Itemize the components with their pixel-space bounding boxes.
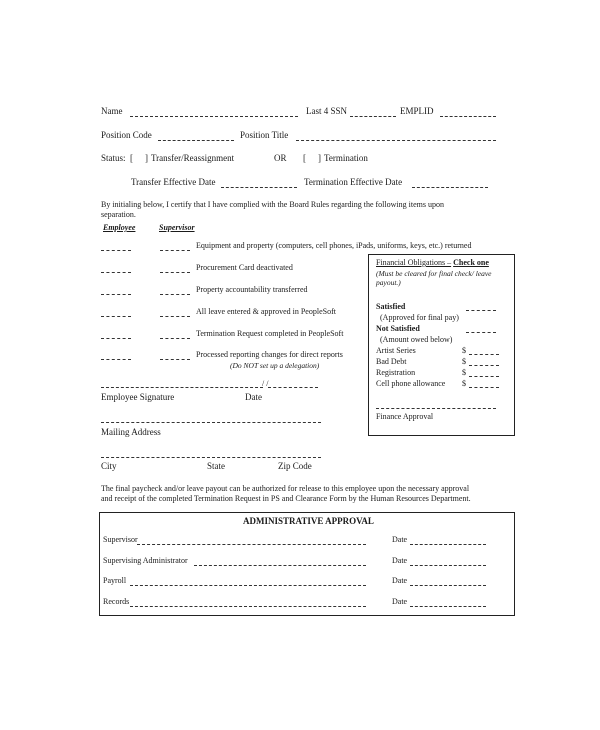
transfer-date-label: Transfer Effective Date [131, 177, 216, 187]
checklist-supervisor-initial-6[interactable] [160, 359, 190, 360]
city-state-zip-field[interactable] [101, 457, 321, 458]
checklist-supervisor-initial-1[interactable] [160, 250, 190, 251]
ssn-label: Last 4 SSN [306, 106, 348, 116]
checklist-item-4: All leave entered & approved in PeopleSoft [196, 307, 336, 316]
name-field[interactable] [130, 116, 298, 117]
termination-date-label: Termination Effective Date [304, 177, 403, 187]
admin-supervising-admin-date-field[interactable] [410, 565, 486, 566]
admin-row-supervising-admin-date-label: Date [392, 556, 408, 565]
financial-subtitle-line1: (Must be cleared for final check/ leave [376, 269, 492, 278]
admin-row-records-date-label: Date [392, 597, 408, 606]
admin-supervisor-signature-field[interactable] [137, 544, 366, 545]
checklist-employee-initial-2[interactable] [101, 272, 131, 273]
amount-owed-note: (Amount owed below) [380, 335, 453, 344]
payout-note-line2: and receipt of the completed Termination Request in PS and Clearance Form by the Human Resources Department. [101, 494, 471, 503]
position-title-field[interactable] [296, 140, 496, 141]
bad-debt-amount-field[interactable] [469, 365, 499, 366]
employee-signature-label: Employee Signature [101, 392, 175, 402]
admin-payroll-date-field[interactable] [410, 585, 486, 586]
name-label: Name [101, 106, 123, 116]
col-header-employee: Employee [103, 223, 136, 232]
checklist-supervisor-initial-3[interactable] [160, 294, 190, 295]
admin-supervisor-date-field[interactable] [410, 544, 486, 545]
emplid-label: EMPLID [400, 106, 434, 116]
artist-series-label: Artist Series [376, 346, 416, 355]
certify-text-line1: By initialing below, I certify that I have complied with the Board Rules regarding the following items upon [101, 200, 444, 209]
checklist-employee-initial-5[interactable] [101, 338, 131, 339]
cell-phone-currency: $ [462, 379, 466, 388]
financial-subtitle-line2: payout.) [376, 278, 401, 287]
registration-amount-field[interactable] [469, 376, 499, 377]
employee-signature-field[interactable] [101, 387, 263, 388]
admin-payroll-signature-field[interactable] [130, 585, 366, 586]
mailing-address-field[interactable] [101, 422, 321, 423]
emplid-field[interactable] [440, 116, 496, 117]
col-header-supervisor: Supervisor [159, 223, 195, 232]
ssn-field[interactable] [350, 116, 396, 117]
registration-label: Registration [376, 368, 416, 377]
satisfied-note: (Approved for final pay) [380, 313, 459, 322]
status-label: Status: [101, 153, 126, 163]
checklist-employee-initial-3[interactable] [101, 294, 131, 295]
admin-row-supervisor-label: Supervisor [103, 535, 138, 544]
checklist-employee-initial-6[interactable] [101, 359, 131, 360]
financial-title [376, 258, 489, 268]
termination-checkbox-close[interactable]: ] [318, 153, 321, 163]
position-title-label: Position Title [240, 130, 289, 140]
checklist-item-1: Equipment and property (computers, cell phones, iPads, uniforms, keys, etc.) returned [196, 241, 472, 250]
artist-series-currency: $ [462, 346, 466, 355]
admin-row-supervisor-date-label: Date [392, 535, 408, 544]
transfer-checkbox-open[interactable]: [ [130, 153, 133, 163]
artist-series-amount-field[interactable] [469, 354, 499, 355]
termination-date-field[interactable] [412, 187, 488, 188]
checklist-item-3: Property accountability transferred [196, 285, 308, 294]
registration-currency: $ [462, 368, 466, 377]
signature-date-label: Date [245, 392, 262, 402]
signature-date-field[interactable] [268, 387, 318, 388]
payout-note-line1: The final paycheck and/or leave payout can be authorized for release to this employee upon the necessary approval [101, 484, 470, 493]
satisfied-label: Satisfied [376, 302, 406, 311]
admin-row-supervising-admin-label: Supervising Administrator [103, 556, 188, 565]
checklist-item-6-note: (Do NOT set up a delegation) [230, 361, 320, 370]
checklist-supervisor-initial-2[interactable] [160, 272, 190, 273]
transfer-checkbox-close[interactable]: ] [145, 153, 148, 163]
zip-label: Zip Code [278, 461, 312, 471]
or-label: OR [274, 153, 287, 163]
termination-checkbox-open[interactable]: [ [303, 153, 306, 163]
admin-approval-title: ADMINISTRATIVE APPROVAL [243, 516, 374, 526]
checklist-supervisor-initial-5[interactable] [160, 338, 190, 339]
checklist-employee-initial-4[interactable] [101, 316, 131, 317]
admin-records-date-field[interactable] [410, 606, 486, 607]
mailing-address-label: Mailing Address [101, 427, 161, 437]
termination-label: Termination [324, 153, 368, 163]
admin-records-signature-field[interactable] [130, 606, 366, 607]
financial-title-text: Financial Obligations – [376, 258, 452, 267]
cell-phone-amount-field[interactable] [469, 387, 499, 388]
checklist-item-5: Termination Request completed in PeopleSoft [196, 329, 344, 338]
checklist-employee-initial-1[interactable] [101, 250, 131, 251]
satisfied-initial-field[interactable] [466, 310, 496, 311]
checklist-supervisor-initial-4[interactable] [160, 316, 190, 317]
position-code-field[interactable] [158, 140, 234, 141]
admin-supervising-admin-signature-field[interactable] [194, 565, 366, 566]
checklist-item-6: Processed reporting changes for direct reports [196, 350, 343, 359]
certify-text-line2: separation. [101, 210, 136, 219]
admin-row-records-label: Records [103, 597, 130, 606]
city-label: City [101, 461, 117, 471]
not-satisfied-initial-field[interactable] [466, 332, 496, 333]
admin-row-payroll-date-label: Date [392, 576, 408, 585]
bad-debt-label: Bad Debt [376, 357, 407, 366]
checklist-item-2: Procurement Card deactivated [196, 263, 293, 272]
finance-approval-field[interactable] [376, 408, 496, 409]
not-satisfied-label: Not Satisfied [376, 324, 420, 333]
admin-row-payroll-label: Payroll [103, 576, 127, 585]
bad-debt-currency: $ [462, 357, 466, 366]
transfer-date-field[interactable] [221, 187, 297, 188]
position-code-label: Position Code [101, 130, 152, 140]
transfer-label: Transfer/Reassignment [151, 153, 235, 163]
signature-date-slash-1: / / [262, 379, 269, 388]
state-label: State [207, 461, 225, 471]
cell-phone-label: Cell phone allowance [376, 379, 446, 388]
financial-check-one: Check one [453, 258, 489, 267]
finance-approval-label: Finance Approval [376, 412, 434, 421]
